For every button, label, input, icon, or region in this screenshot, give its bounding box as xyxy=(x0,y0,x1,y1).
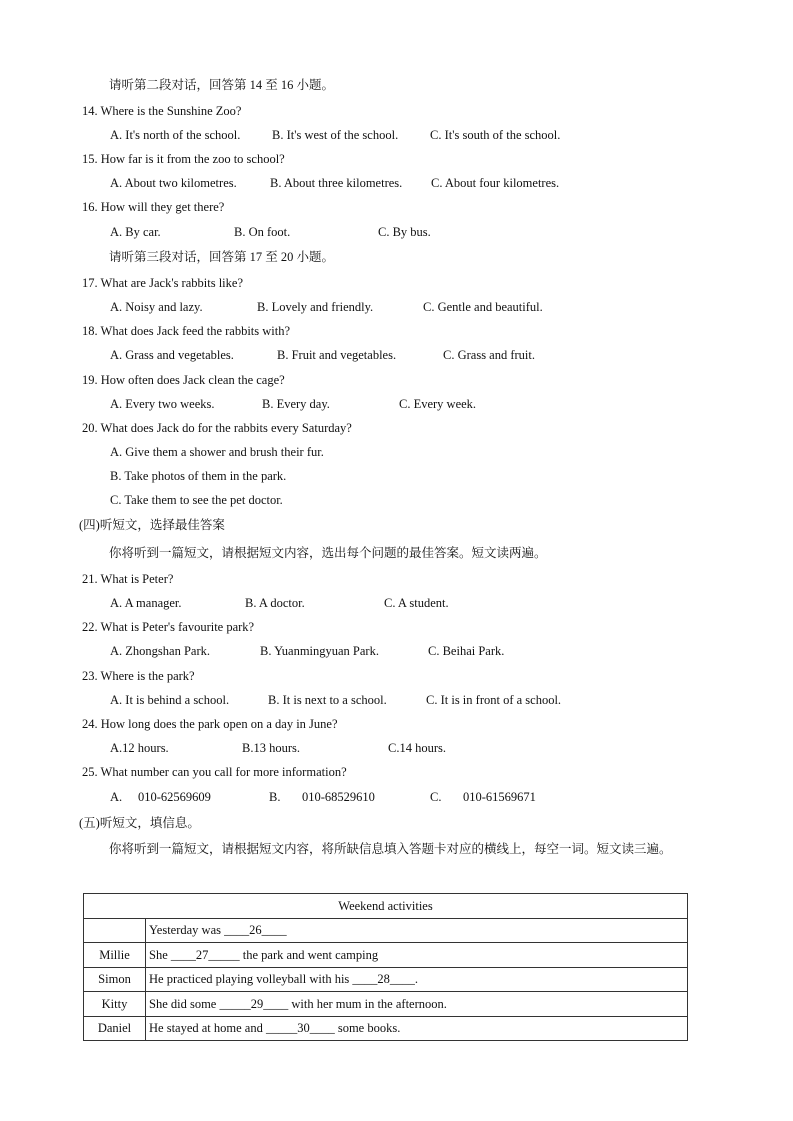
q16-option-b[interactable]: B. On foot. xyxy=(234,225,291,239)
blank-28-cell[interactable]: He practiced playing volleyball with his ____28____. xyxy=(146,967,688,992)
q22-option-a[interactable]: A. Zhongshan Park. xyxy=(110,644,210,658)
q15-option-c[interactable]: C. About four kilometres. xyxy=(431,176,560,190)
table-row xyxy=(84,918,688,943)
table-row xyxy=(84,992,688,1017)
q25-option-c[interactable]: 010-61569671 xyxy=(463,790,536,804)
table-title: Weekend activities xyxy=(84,894,688,919)
instruction-dialogue-3: 请听第三段对话，回答第 17 至 20 小题。 xyxy=(109,250,335,264)
q17-option-c[interactable]: C. Gentle and beautiful. xyxy=(423,300,543,314)
q21-option-b[interactable]: B. A doctor. xyxy=(245,596,305,610)
question-20: 20. What does Jack do for the rabbits every Saturday? xyxy=(82,421,352,435)
q25-option-a[interactable]: 010-62569609 xyxy=(138,790,211,804)
q16-option-a[interactable]: A. By car. xyxy=(110,225,161,239)
question-22: 22. What is Peter's favourite park? xyxy=(82,620,255,634)
q19-option-b[interactable]: B. Every day. xyxy=(262,397,330,411)
q23-option-c[interactable]: C. It is in front of a school. xyxy=(426,693,562,707)
q17-option-a[interactable]: A. Noisy and lazy. xyxy=(110,300,203,314)
q20-option-a[interactable]: A. Give them a shower and brush their fur. xyxy=(110,445,324,459)
q22-option-c[interactable]: C. Beihai Park. xyxy=(428,644,505,658)
question-21: 21. What is Peter? xyxy=(82,572,174,586)
q14-option-c[interactable]: C. It's south of the school. xyxy=(430,128,561,142)
q16-option-c[interactable]: C. By bus. xyxy=(378,225,431,239)
question-18: 18. What does Jack feed the rabbits with? xyxy=(82,324,291,338)
question-15: 15. How far is it from the zoo to school? xyxy=(82,152,285,166)
section-4-instruction: 你将听到一篇短文，请根据短文内容，选出每个问题的最佳答案。短文读两遍。 xyxy=(109,546,547,560)
q20-option-c[interactable]: C. Take them to see the pet doctor. xyxy=(110,493,283,507)
q21-option-a[interactable]: A. A manager. xyxy=(110,596,182,610)
q17-option-b[interactable]: B. Lovely and friendly. xyxy=(257,300,374,314)
row-name-cell: Simon xyxy=(84,967,146,992)
row-name-cell: Millie xyxy=(84,943,146,968)
table-row xyxy=(84,1016,688,1041)
question-23: 23. Where is the park? xyxy=(82,669,195,683)
q24-option-c[interactable]: C.14 hours. xyxy=(388,741,446,755)
q14-option-a[interactable]: A. It's north of the school. xyxy=(110,128,241,142)
question-24: 24. How long does the park open on a day in June? xyxy=(82,717,338,731)
q25-option-a-letter[interactable]: A. xyxy=(110,790,123,804)
q18-option-b[interactable]: B. Fruit and vegetables. xyxy=(277,348,397,362)
q25-option-b-letter[interactable]: B. xyxy=(269,790,281,804)
q18-option-a[interactable]: A. Grass and vegetables. xyxy=(110,348,234,362)
q14-option-b[interactable]: B. It's west of the school. xyxy=(272,128,399,142)
row-name-cell: Kitty xyxy=(84,992,146,1017)
weekend-activities-table xyxy=(83,893,688,1041)
row-name-cell: Daniel xyxy=(84,1016,146,1041)
q18-option-c[interactable]: C. Grass and fruit. xyxy=(443,348,535,362)
q25-option-b[interactable]: 010-68529610 xyxy=(302,790,375,804)
q15-option-a[interactable]: A. About two kilometres. xyxy=(110,176,237,190)
q25-option-c-letter[interactable]: C. xyxy=(430,790,442,804)
q15-option-b[interactable]: B. About three kilometres. xyxy=(270,176,403,190)
instruction-dialogue-2: 请听第二段对话，回答第 14 至 16 小题。 xyxy=(109,78,335,92)
section-4-heading: (四)听短文，选择最佳答案 xyxy=(79,518,225,532)
question-17: 17. What are Jack's rabbits like? xyxy=(82,276,243,290)
q20-option-b[interactable]: B. Take photos of them in the park. xyxy=(110,469,287,483)
blank-30-cell[interactable]: He stayed at home and _____30____ some books. xyxy=(146,1016,688,1041)
blank-27-cell[interactable]: She ____27_____ the park and went camping xyxy=(146,943,688,968)
q19-option-c[interactable]: C. Every week. xyxy=(399,397,477,411)
question-16: 16. How will they get there? xyxy=(82,200,225,214)
question-14: 14. Where is the Sunshine Zoo? xyxy=(82,104,242,118)
blank-26-cell[interactable]: Yesterday was ____26____ xyxy=(146,918,688,943)
question-25: 25. What number can you call for more information? xyxy=(82,765,347,779)
row-name-cell xyxy=(84,918,146,943)
q24-option-a[interactable]: A.12 hours. xyxy=(110,741,169,755)
section-5-heading: (五)听短文，填信息。 xyxy=(79,816,200,830)
question-19: 19. How often does Jack clean the cage? xyxy=(82,373,285,387)
table-row xyxy=(84,967,688,992)
q19-option-a[interactable]: A. Every two weeks. xyxy=(110,397,215,411)
table-row xyxy=(84,943,688,968)
q23-option-b[interactable]: B. It is next to a school. xyxy=(268,693,387,707)
blank-29-cell[interactable]: She did some _____29____ with her mum in the afternoon. xyxy=(146,992,688,1017)
q21-option-c[interactable]: C. A student. xyxy=(384,596,449,610)
section-5-instruction: 你将听到一篇短文，请根据短文内容，将所缺信息填入答题卡对应的横线上，每空一词。短文读三遍。 xyxy=(109,842,672,856)
q23-option-a[interactable]: A. It is behind a school. xyxy=(110,693,230,707)
q22-option-b[interactable]: B. Yuanmingyuan Park. xyxy=(260,644,379,658)
q24-option-b[interactable]: B.13 hours. xyxy=(242,741,300,755)
table-title-row xyxy=(84,894,688,919)
